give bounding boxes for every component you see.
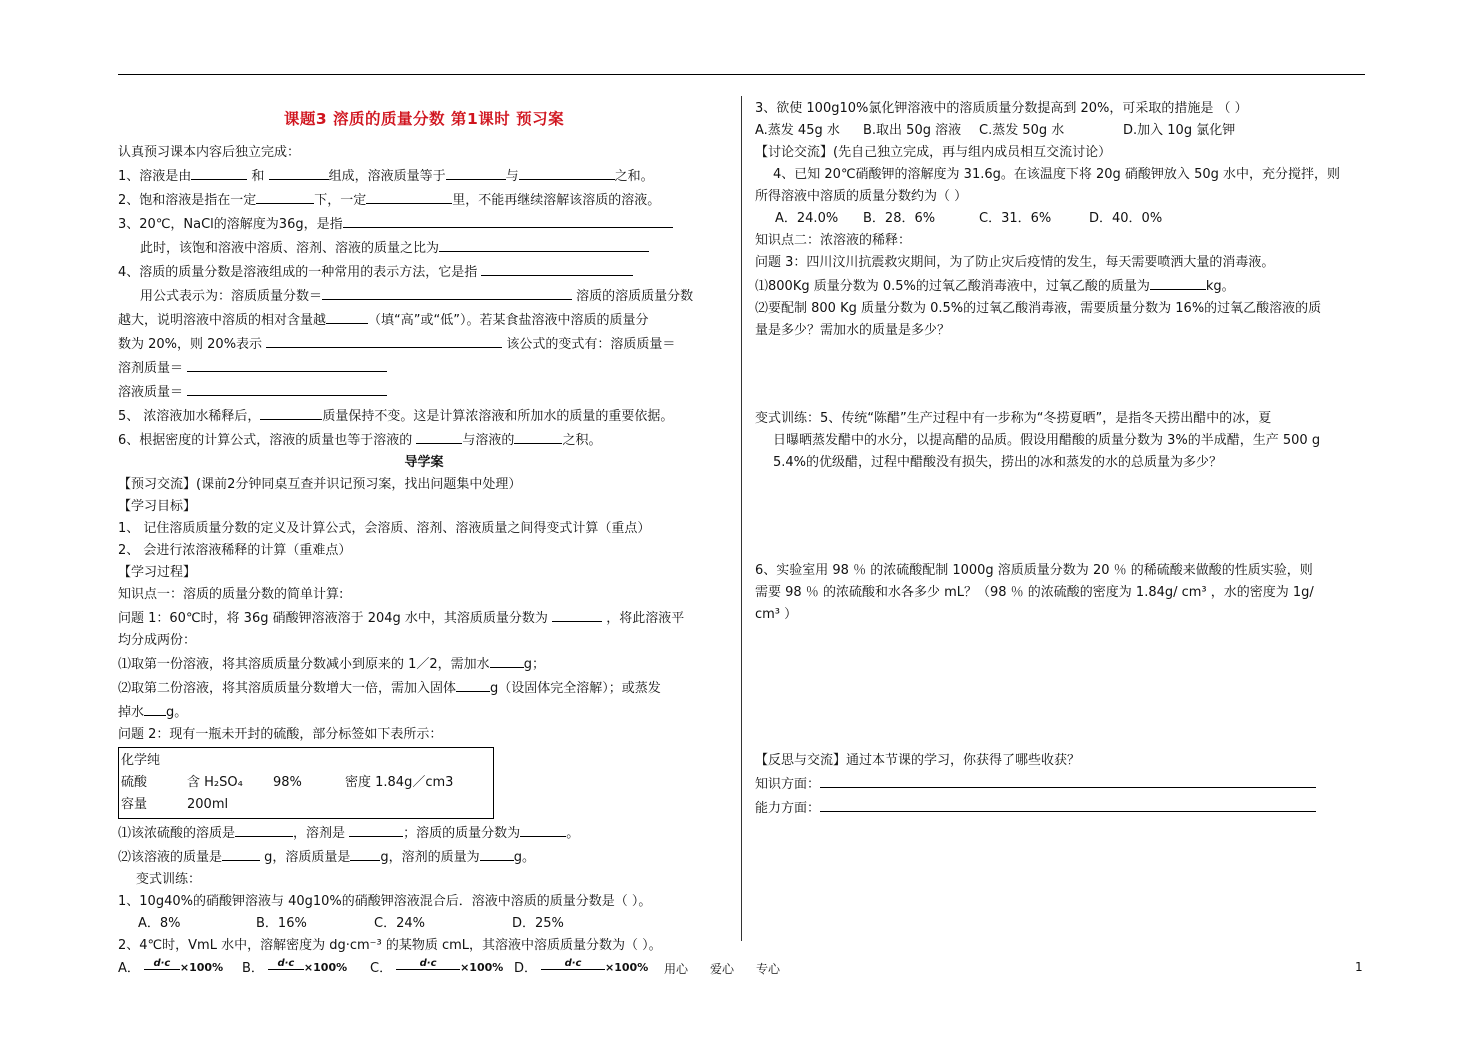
column-divider [741,96,742,941]
goal-1: 1、 记住溶质质量分数的定义及计算公式，会溶质、溶剂、溶液质量之间得变式计算（重点） [118,521,651,536]
knowledge-field[interactable] [820,772,1316,788]
knowledge-point-1: 知识点一：溶质的质量分数的简单计算: [118,587,344,602]
acid-label-table [118,747,494,819]
left-column [118,106,730,980]
section-daoxue: 导学案 [404,455,444,470]
exercise-2-options: A． d·c ×100% B． d·c ×100% C． d·c ×100% D． d·c ×100% [118,958,649,976]
exercise-1: 1、10g40%的硝酸钾溶液与 40g10%的硝酸钾溶液混合后．溶液中溶质的质量分数是（ ）。 [118,894,652,909]
question-r3-options: A.蒸发 45g 水 B.取出 50g 溶液 C.蒸发 50g 水 D.加入 10g 氯化钾 [755,123,1236,138]
problem-2: 问题 2：现有一瓶未开封的硫酸，部分标签如下表所示： [118,727,443,742]
label-row-3: 容量 200ml [121,797,229,812]
fraction-b: d·c [268,959,304,977]
knowledge-point-2: 知识点二：浓溶液的稀释： [755,233,912,248]
problem-1-cont: 均分成两份： [118,633,197,648]
question-4-solution: 溶液质量＝ [118,380,730,404]
xuexi-mubiao: 【学习目标】 [118,499,197,514]
xuexi-guocheng: 【学习过程】 [118,565,197,580]
label-row-2: 硫酸 含 H₂SO₄ 98% 密度 1.84g／cm3 [121,775,454,790]
question-r4-options: A．24.0% B．28．6% C．31．6% D．40．0% [775,211,1163,226]
problem-2-part2: ⑵该溶液的质量是 g，溶质质量是 g，溶剂的质量为 g。 [118,845,730,869]
question-r4: 4、已知 20℃硝酸钾的溶解度为 31.6g。在该温度下将 20g 硝酸钾放入 50g 水中，充分搅拌，则 [773,167,1340,182]
problem-3-part2: ⑵要配制 800 Kg 质量分数为 0.5%的过氧乙酸消毒液，需要质量分数为 16%的过氧乙酸溶液的质 [755,301,1322,316]
ability-field-row: 能力方面： [755,796,1370,820]
question-5: 5、 浓溶液加水稀释后， 质量保持不变。这是计算浓溶液和所加水的质量的重要依据。 [118,404,730,428]
goal-2: 2、 会进行浓溶液稀释的计算（重难点） [118,543,352,558]
problem-1: 问题 1：60℃时，将 36g 硝酸钾溶液溶于 204g 水中，其溶质质量分数为 ，将此溶液平 [118,606,730,630]
question-r4-cont: 所得溶液中溶质的质量分数约为（ ） [755,189,968,204]
question-3-ratio: 此时，该饱和溶液中溶质、溶剂、溶液的质量之比为 [118,236,730,260]
question-3: 3、20℃，NaCl的溶解度为36g，是指 [118,212,730,236]
fraction-c: d·c [396,959,460,977]
taolun-jiaoliu: 【讨论交流】(先自己独立完成，再与组内成员相互交流讨论） [755,145,1112,160]
exercise-5: 变式训练：5、传统“陈醋”生产过程中有一步称为“冬捞夏晒”，是指冬天捞出醋中的冰，夏 [755,411,1272,426]
right-column [755,98,1370,820]
question-4-solvent: 溶剂质量＝ [118,356,730,380]
question-4-line2: 越大，说明溶液中溶质的相对含量越 （填“高”或“低”）。若某食盐溶液中溶质的质量分 [118,308,730,332]
question-4-formula: 用公式表示为：溶质质量分数＝ 溶质的溶质质量分数 [118,284,730,308]
intro-text: 认真预习课本内容后独立完成： [118,145,301,160]
fraction-d: d·c [541,959,605,977]
problem-3-part1: ⑴800Kg 质量分数为 0.5%的过氧乙酸消毒液中，过氧乙酸的质量为 kg。 [755,274,1370,298]
knowledge-field-row: 知识方面： [755,772,1370,796]
exercise-5-cont2: 5.4%的优级醋，过程中醋酸没有损失，捞出的冰和蒸发的水的总质量为多少？ [773,455,1223,470]
problem-1-part2b: 掉水 g。 [118,700,730,724]
question-4-line3: 数为 20%，则 20%表示 该公式的变式有：溶质质量＝ [118,332,730,356]
problem-1-part1: ⑴取第一份溶液，将其溶质质量分数减小到原来的 1／2，需加水 g； [118,652,730,676]
exercise-2: 2、4℃时，VmL 水中，溶解密度为 dg·cm⁻³ 的某物质 cmL，其溶液中溶质质量分数为（ ）。 [118,938,662,953]
question-r6: 6、实验室用 98 ％ 的浓硫酸配制 1000g 溶质质量分数为 20 ％ 的稀硫酸来做酸的性质实验，则 [755,563,1313,578]
question-4: 4、溶质的质量分数是溶液组成的一种常用的表示方法，它是指 [118,260,730,284]
fansi-jiaoliu: 【反思与交流】通过本节课的学习，你获得了哪些收获？ [755,753,1081,768]
question-r6-cont: 需要 98 ％ 的浓硫酸和水各多少 mL？（98 ％ 的浓硫酸的密度为 1.84g/ cm³ ，水的密度为 1g/ [755,585,1314,600]
fraction-a: d·c [144,959,180,977]
problem-1-part2: ⑵取第二份溶液，将其溶质质量分数增大一倍，需加入固体 g（设固体完全溶解）；或蒸发 [118,676,730,700]
footer-motto: 用心 爱心 专心 [664,962,781,976]
problem-3: 问题 3：四川汶川抗震救灾期间，为了防止灾后疫情的发生，每天需要喷洒大量的消毒液。 [755,255,1275,270]
bianshi-label: 变式训练： [136,872,202,887]
question-2: 2、饱和溶液是指在一定 下，一定 里，不能再继续溶解该溶质的溶液。 [118,188,730,212]
problem-2-part1: ⑴该浓硫酸的溶质是 ，溶剂是 ；溶质的质量分数为 。 [118,821,730,845]
page-title: 课题3 溶质的质量分数 第1课时 预习案 [283,110,565,128]
page-number: 1 [1355,960,1363,974]
question-6: 6、根据密度的计算公式，溶液的质量也等于溶液的 与溶液的 之积。 [118,428,730,452]
exercise-5-cont1: 日曝晒蒸发醋中的水分，以提高醋的品质。假设用醋酸的质量分数为 3%的半成醋，生产 500 g [773,433,1321,448]
question-r6-cont2: cm³ ） [755,607,798,622]
exercise-1-options: A．8% B．16% C．24% D．25% [138,916,564,931]
ability-field[interactable] [820,796,1316,812]
question-1: 1、溶液是由 和 组成，溶液质量等于 与 之和。 [118,164,730,188]
yuxi-jiaoliu: 【预习交流】(课前2分钟同桌互查并识记预习案，找出问题集中处理） [118,477,522,492]
header-rule [118,74,1365,75]
label-row-1: 化学纯 [121,753,161,768]
question-r3: 3、欲使 100g10%氯化钾溶液中的溶质质量分数提高到 20%，可采取的措施是 （ ） [755,101,1248,116]
problem-3-part2b: 量是多少？需加水的质量是多少？ [755,323,951,338]
